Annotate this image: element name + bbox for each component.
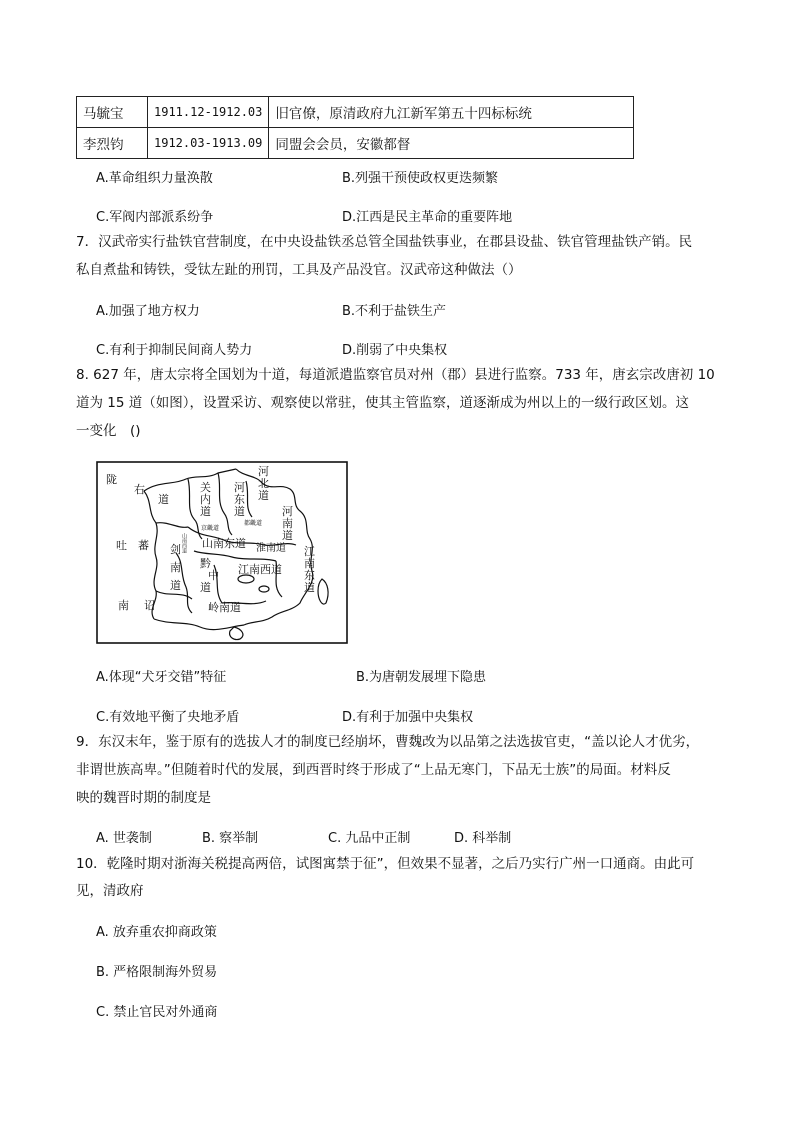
q6-option-b[interactable]: B.列强干预使政权更迭频繁 (342, 171, 499, 186)
q10-option-c[interactable]: C. 禁止官民对外通商 (96, 1005, 218, 1020)
map-label-hedong-3: 道 (234, 505, 245, 518)
q7-option-d[interactable]: D.削弱了中央集权 (342, 343, 448, 358)
map-label-long: 陇 (106, 473, 117, 486)
map-label-guannei-1: 关 (200, 481, 211, 494)
map-label-lingnan: 岭南道 (208, 601, 241, 614)
map-label-huainan: 淮南道 (256, 543, 286, 554)
official-period: 1912.03-1913.09 (148, 128, 269, 159)
map-label-nanzhao-2: 诏 (144, 599, 155, 612)
q10-option-b[interactable]: B. 严格限制海外贸易 (96, 965, 218, 980)
q9-option-b[interactable]: B. 察举制 (202, 831, 259, 846)
map-label-jiangnandong-4: 道 (304, 581, 315, 594)
map-label-nanzhao-1: 南 (118, 599, 129, 612)
q10-option-a[interactable]: A. 放弃重农抑商政策 (96, 925, 217, 940)
map-label-tufan: 吐 蕃 (116, 539, 149, 552)
q6-option-c[interactable]: C.军阀内部派系纷争 (96, 210, 214, 225)
map-label-guannei-3: 道 (200, 505, 211, 518)
map-label-qianzhong-2: 中 (208, 569, 219, 582)
q7-stem-line2: 私自煮盐和铸铁，受钛左趾的刑罚，工具及产品没官。汉武帝这种做法（） (76, 262, 522, 278)
table-row (77, 97, 634, 128)
official-desc: 同盟会会员，安徽都督 (269, 128, 634, 159)
map-label-shannanxi: 山南西道 (181, 533, 187, 553)
q6-option-d[interactable]: D.江西是民主革命的重要阵地 (342, 210, 513, 225)
map-label-hedong-2: 东 (234, 493, 245, 506)
map-label-qianzhong-3: 道 (200, 581, 211, 594)
q8-stem-line1: 8. 627 年，唐太宗将全国划为十道，每道派遣监察官员对州（郡）县进行监察。733 年，唐玄宗改唐初 10 (76, 367, 715, 383)
map-label-henan-2: 南 (282, 517, 293, 530)
q9-stem-line1: 9．东汉末年，鉴于原有的选拔人才的制度已经崩坏，曹魏改为以品第之法选拔官吏，“盖以论人才优劣， (76, 734, 700, 750)
q8-option-d[interactable]: D.有利于加强中央集权 (342, 710, 474, 725)
q6-option-a[interactable]: A.革命组织力量涣散 (96, 171, 213, 186)
map-label-hedong-1: 河 (234, 481, 245, 494)
map-label-jiannan-3: 道 (170, 579, 181, 592)
q10-stem-line2: 见，清政府 (76, 883, 144, 899)
q7-option-c[interactable]: C.有利于抑制民间商人势力 (96, 343, 253, 358)
map-label-henan-3: 道 (282, 529, 293, 542)
map-label-dao-w: 道 (158, 493, 169, 506)
map-label-hebei-3: 道 (258, 489, 269, 502)
q9-option-c[interactable]: C. 九品中正制 (328, 831, 411, 846)
q8-stem-line3: 一变化 () (76, 423, 141, 439)
tang-map-figure (96, 461, 348, 644)
map-label-jingji: 京畿道 (201, 525, 220, 532)
official-name: 马毓宝 (77, 97, 148, 128)
map-label-jiangnandong-3: 东 (304, 569, 315, 582)
official-name: 李烈钧 (77, 128, 148, 159)
q10-stem-line1: 10．乾隆时期对浙海关税提高两倍，试图寓禁于征”，但效果不显著，之后乃实行广州一口通商。由此可 (76, 856, 695, 872)
map-label-hebei-1: 河 (258, 465, 269, 478)
map-label-duji: 都畿道 (244, 520, 263, 527)
q7-stem-line1: 7．汉武帝实行盐铁官营制度，在中央设盐铁丞总管全国盐铁事业，在郡县设盐、铁官管理盐铁产销。民 (76, 234, 693, 250)
map-label-jiangnandong-2: 南 (304, 557, 315, 570)
map-label-jiannan-2: 南 (170, 561, 181, 574)
officials-table (76, 96, 634, 159)
official-period: 1911.12-1912.03 (148, 97, 269, 128)
q9-stem-line2: 非谓世族高卑。”但随着时代的发展，到西晋时终于形成了“上品无寒门，下品无士族”的局面。材料反 (76, 762, 671, 778)
map-label-hebei-2: 北 (258, 477, 269, 490)
q8-option-b[interactable]: B.为唐朝发展埋下隐患 (356, 670, 487, 685)
table-row (77, 128, 634, 159)
q7-option-a[interactable]: A.加强了地方权力 (96, 304, 200, 319)
q8-option-c[interactable]: C.有效地平衡了央地矛盾 (96, 710, 240, 725)
q9-stem-line3: 映的魏晋时期的制度是 (76, 790, 211, 806)
map-label-jiangnandong-1: 江 (304, 545, 315, 558)
q9-option-d[interactable]: D. 科举制 (454, 831, 512, 846)
q8-stem-line2: 道为 15 道（如图），设置采访、观察使以常驻，使其主管监察，道逐渐成为州以上的一级行政区划。这 (76, 395, 690, 411)
map-label-you: 右 (134, 483, 145, 496)
q9-option-a[interactable]: A. 世袭制 (96, 831, 152, 846)
map-label-jiannan-1: 剑 (170, 543, 181, 556)
map-label-jiangnanxi: 江南西道 (238, 563, 282, 576)
q8-option-a[interactable]: A.体现“犬牙交错”特征 (96, 670, 227, 685)
map-label-guannei-2: 内 (200, 493, 211, 506)
map-label-henan-1: 河 (282, 505, 293, 518)
map-label-qianzhong-1: 黔 (200, 557, 211, 570)
map-label-shannandong: 山南东道 (202, 537, 246, 550)
q7-option-b[interactable]: B.不利于盐铁生产 (342, 304, 447, 319)
official-desc: 旧官僚，原清政府九江新军第五十四标标统 (269, 97, 634, 128)
